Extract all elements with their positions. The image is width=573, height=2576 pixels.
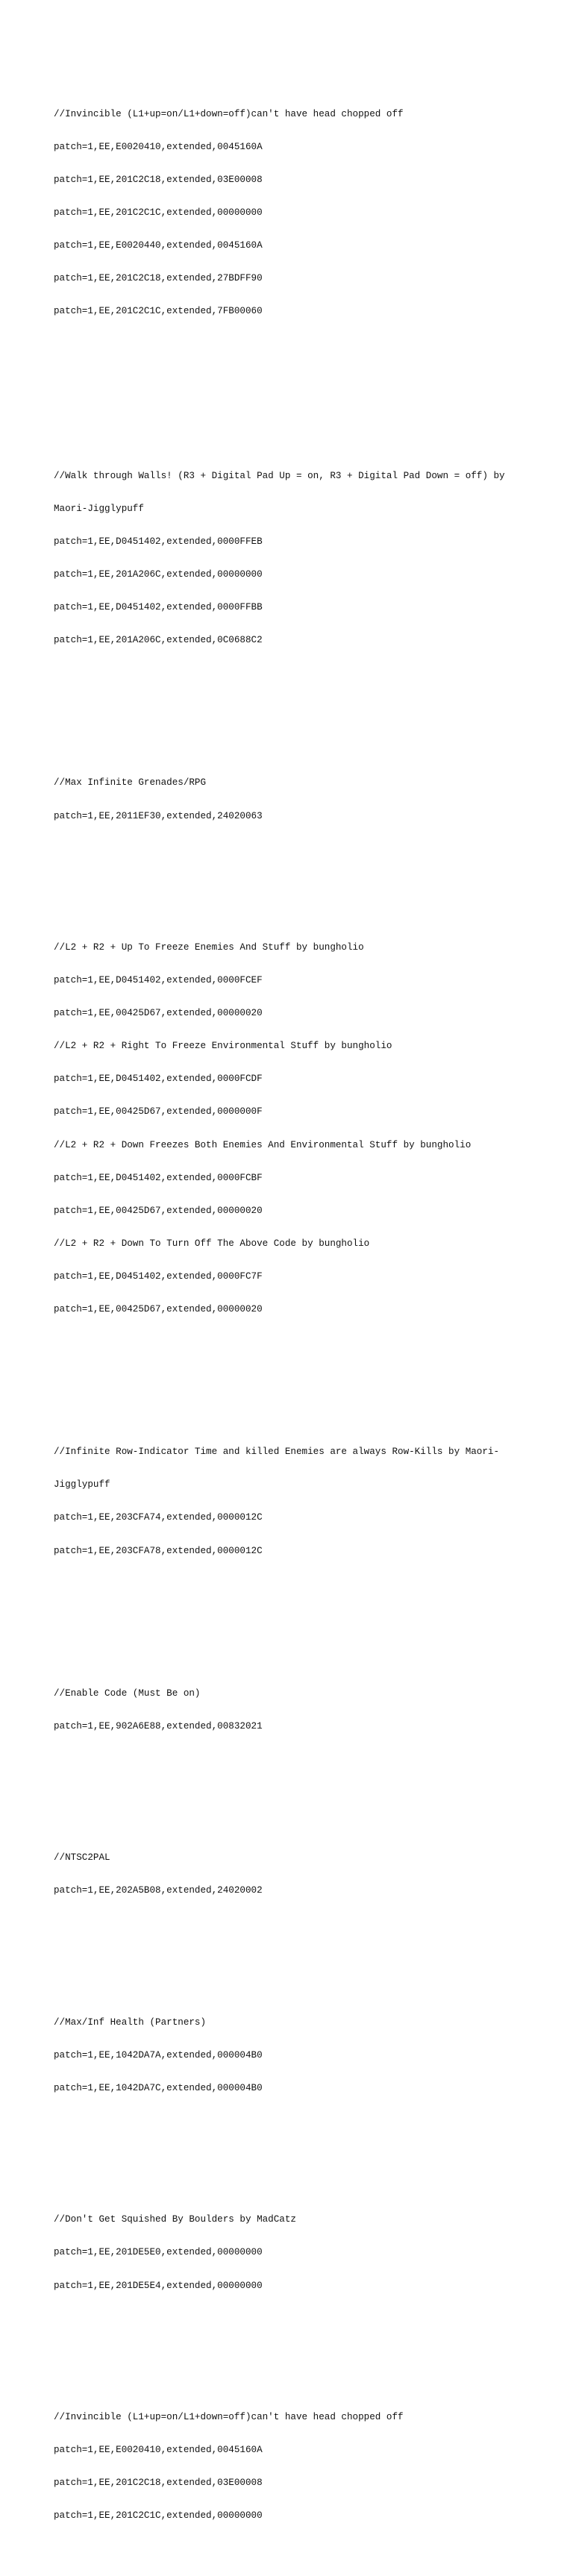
code-comment: //Don't Get Squished By Boulders by MadCatz <box>54 2214 296 2225</box>
code-line: patch=1,EE,00425D67,extended,0000000F <box>54 1106 263 1118</box>
code-block-freeze <box>54 921 531 1338</box>
spacer <box>54 877 531 888</box>
code-block-partner-health <box>54 1995 531 2116</box>
spacer <box>54 1952 531 1963</box>
code-comment: //Invincible (L1+up=on/L1+down=off)can't have head chopped off <box>54 2411 404 2422</box>
code-line: patch=1,EE,203CFA78,extended,0000012C <box>54 1545 263 1556</box>
code-line: patch=1,EE,1042DA7C,extended,000004B0 <box>54 2082 263 2093</box>
code-block-invincible-repeat <box>54 2390 531 2544</box>
spacer <box>54 372 531 416</box>
code-line: patch=1,EE,E0020440,extended,0045160A <box>54 239 263 251</box>
code-comment: //Invincible (L1+up=on/L1+down=off)can't have head chopped off <box>54 108 404 119</box>
code-line: patch=1,EE,D0451402,extended,0000FC7F <box>54 1270 263 1282</box>
spacer <box>54 1370 531 1392</box>
code-line: patch=1,EE,201C2C1C,extended,00000000 <box>54 207 263 218</box>
spacer <box>54 2346 531 2357</box>
code-comment: //Max Infinite Grenades/RPG <box>54 777 207 789</box>
code-comment: //NTSC2PAL <box>54 1852 110 1864</box>
code-line: patch=1,EE,202A5B08,extended,24020002 <box>54 1885 263 1896</box>
code-line: patch=1,EE,201C2C1C,extended,00000000 <box>54 2510 263 2522</box>
code-line: patch=1,EE,2011EF30,extended,24020063 <box>54 810 263 821</box>
code-line: patch=1,EE,00425D67,extended,00000020 <box>54 1304 263 1315</box>
code-line: patch=1,EE,00425D67,extended,00000020 <box>54 1205 263 1216</box>
code-line: patch=1,EE,D0451402,extended,0000FFBB <box>54 602 263 613</box>
code-line: patch=1,EE,D0451402,extended,0000FCBF <box>54 1172 263 1183</box>
code-line: patch=1,EE,201DE5E0,extended,00000000 <box>54 2247 263 2258</box>
code-line: patch=1,EE,902A6E88,extended,00832021 <box>54 1720 263 1732</box>
code-line: patch=1,EE,201A206C,extended,00000000 <box>54 569 263 580</box>
code-block-boulders <box>54 2193 531 2313</box>
code-comment: //L2 + R2 + Up To Freeze Enemies And Stuff by bungholio <box>54 941 364 953</box>
spacer <box>54 701 531 723</box>
code-block-invincible <box>54 87 531 339</box>
code-comment: Maori-Jigglypuff <box>54 503 144 514</box>
code-block-ntsc2pal <box>54 1831 531 1919</box>
code-block-max-grenades <box>54 756 531 844</box>
code-comment: //L2 + R2 + Down To Turn Off The Above Code by bungholio <box>54 1238 370 1249</box>
code-line: patch=1,EE,201DE5E4,extended,00000000 <box>54 2280 263 2291</box>
code-line: patch=1,EE,201C2C18,extended,03E00008 <box>54 174 263 185</box>
code-line: patch=1,EE,D0451402,extended,0000FCEF <box>54 975 263 986</box>
code-line: patch=1,EE,E0020410,extended,0045160A <box>54 141 263 152</box>
spacer <box>54 2149 531 2160</box>
code-line: patch=1,EE,201C2C1C,extended,7FB00060 <box>54 306 263 317</box>
code-line: patch=1,EE,201C2C18,extended,27BDFF90 <box>54 272 263 283</box>
code-comment: Jigglypuff <box>54 1479 110 1491</box>
code-line: patch=1,EE,E0020410,extended,0045160A <box>54 2445 263 2456</box>
spacer <box>54 1787 531 1798</box>
code-line: patch=1,EE,00425D67,extended,00000020 <box>54 1008 263 1019</box>
code-line: patch=1,EE,D0451402,extended,0000FCDF <box>54 1074 263 1085</box>
code-line: patch=1,EE,201C2C18,extended,03E00008 <box>54 2478 263 2489</box>
code-comment: //Max/Inf Health (Partners) <box>54 2016 207 2028</box>
code-block-walk-through-walls <box>54 448 531 668</box>
cheat-code-text <box>54 54 531 2576</box>
code-line: patch=1,EE,203CFA74,extended,0000012C <box>54 1512 263 1523</box>
code-comment: //L2 + R2 + Down Freezes Both Enemies And Environmental Stuff by bungholio <box>54 1139 472 1150</box>
code-comment: //Walk through Walls! (R3 + Digital Pad Up = on, R3 + Digital Pad Down = off) by <box>54 470 505 481</box>
code-comment: //Infinite Row-Indicator Time and killed Enemies are always Row-Kills by Maori- <box>54 1447 500 1458</box>
code-block-row-indicator <box>54 1425 531 1579</box>
spacer <box>54 1611 531 1634</box>
code-line: patch=1,EE,201A206C,extended,0C0688C2 <box>54 635 263 646</box>
code-line: patch=1,EE,D0451402,extended,0000FFEB <box>54 536 263 547</box>
code-comment: //Enable Code (Must Be on) <box>54 1687 201 1699</box>
code-comment: //L2 + R2 + Right To Freeze Environmental Stuff by bungholio <box>54 1041 392 1052</box>
code-line: patch=1,EE,1042DA7A,extended,000004B0 <box>54 2049 263 2061</box>
code-block-enable-code <box>54 1666 531 1754</box>
